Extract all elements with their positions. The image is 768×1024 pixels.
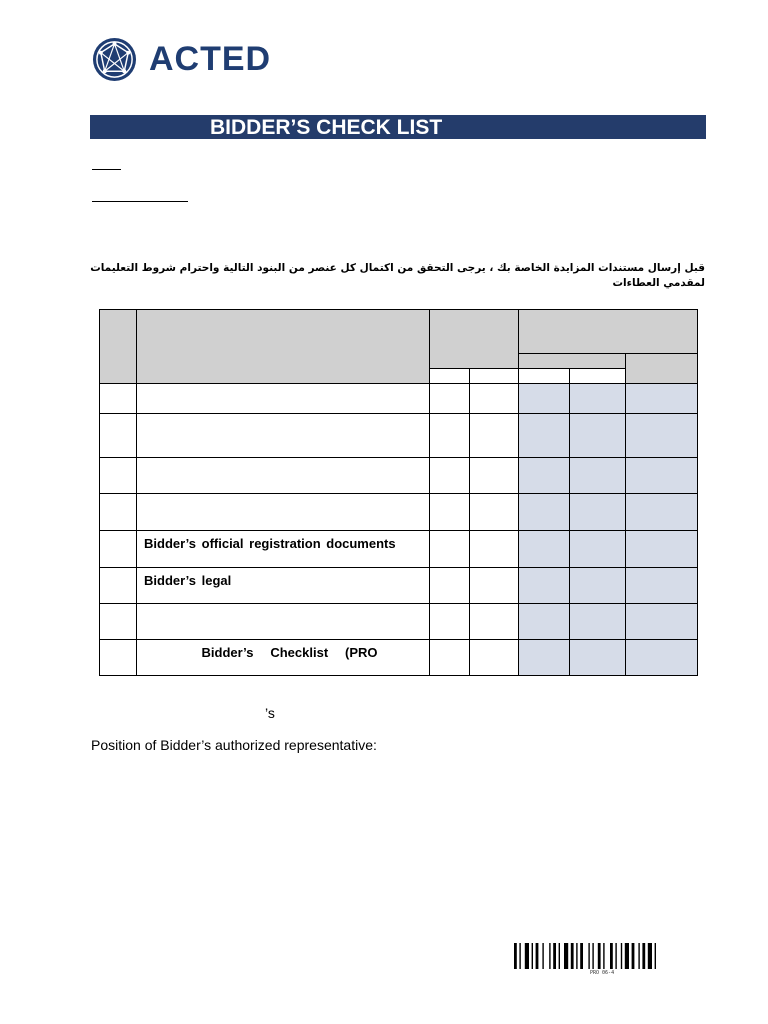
blank-field-short: [92, 169, 121, 170]
checkbox-cell[interactable]: [430, 603, 470, 639]
header-yes-cell: [430, 369, 470, 384]
table-row: [100, 384, 698, 414]
header-acted-yes-cell: [519, 369, 570, 384]
row-item-label: Bidder’s official registration documents: [144, 535, 396, 551]
header-remarks-cell: [626, 354, 698, 384]
row-item-label: [137, 414, 429, 419]
header-acted-cell: [519, 310, 698, 354]
acted-logo: [92, 36, 271, 82]
acted-globe-emblem-icon: [92, 37, 137, 82]
header-no-cell: [470, 369, 519, 384]
table-row: [100, 639, 698, 675]
checkbox-cell[interactable]: [470, 603, 519, 639]
checkbox-cell[interactable]: [470, 494, 519, 530]
checkbox-cell[interactable]: [430, 414, 470, 458]
representative-name-suffix: ’s: [265, 705, 275, 721]
barcode-caption: PRO 06-4: [590, 970, 615, 976]
checkbox-cell[interactable]: [470, 567, 519, 603]
logo-text: ACTED: [149, 39, 272, 78]
row-item-label: Bidder’s Checklist (PRO: [201, 644, 378, 660]
checkbox-cell[interactable]: [470, 639, 519, 675]
table-row: [100, 494, 698, 530]
header-acted-sub-cell: [519, 354, 626, 369]
checkbox-cell[interactable]: [430, 458, 470, 494]
checklist-table: [99, 309, 698, 676]
checkbox-cell[interactable]: [430, 384, 470, 414]
row-item-label: [137, 494, 429, 499]
checkbox-cell[interactable]: [470, 458, 519, 494]
blank-field-long: [92, 201, 188, 202]
checkbox-cell[interactable]: [470, 530, 519, 567]
table-row: [100, 530, 698, 567]
checkbox-cell[interactable]: [470, 414, 519, 458]
header-acted-no-cell: [570, 369, 626, 384]
checkbox-cell[interactable]: [430, 530, 470, 567]
row-item-label: Bidder’s legal: [144, 572, 232, 588]
header-bidder-cell: [430, 310, 519, 369]
checkbox-cell[interactable]: [430, 567, 470, 603]
row-item-label: [137, 458, 429, 463]
checkbox-cell[interactable]: [430, 494, 470, 530]
arabic-instructions: قبل إرسال مستندات المزايدة الخاصة بك ، يرجى التحقق من اكتمال كل عنصر من البنود التالية واحترام شروط التعليمات لمقدمي العطاءات: [90, 262, 705, 289]
document-title: BIDDER’S CHECK LIST: [210, 116, 443, 139]
header-number-cell: [100, 310, 137, 384]
checkbox-cell[interactable]: [470, 384, 519, 414]
checkbox-cell[interactable]: [430, 639, 470, 675]
row-item-label: [137, 604, 429, 609]
table-row: [100, 603, 698, 639]
table-row: [100, 458, 698, 494]
position-label: Position of Bidder’s authorized representative:: [91, 737, 377, 753]
table-row: [100, 567, 698, 603]
header-item-cell: [137, 310, 430, 384]
table-row: [100, 414, 698, 458]
row-item-label: [137, 384, 429, 389]
